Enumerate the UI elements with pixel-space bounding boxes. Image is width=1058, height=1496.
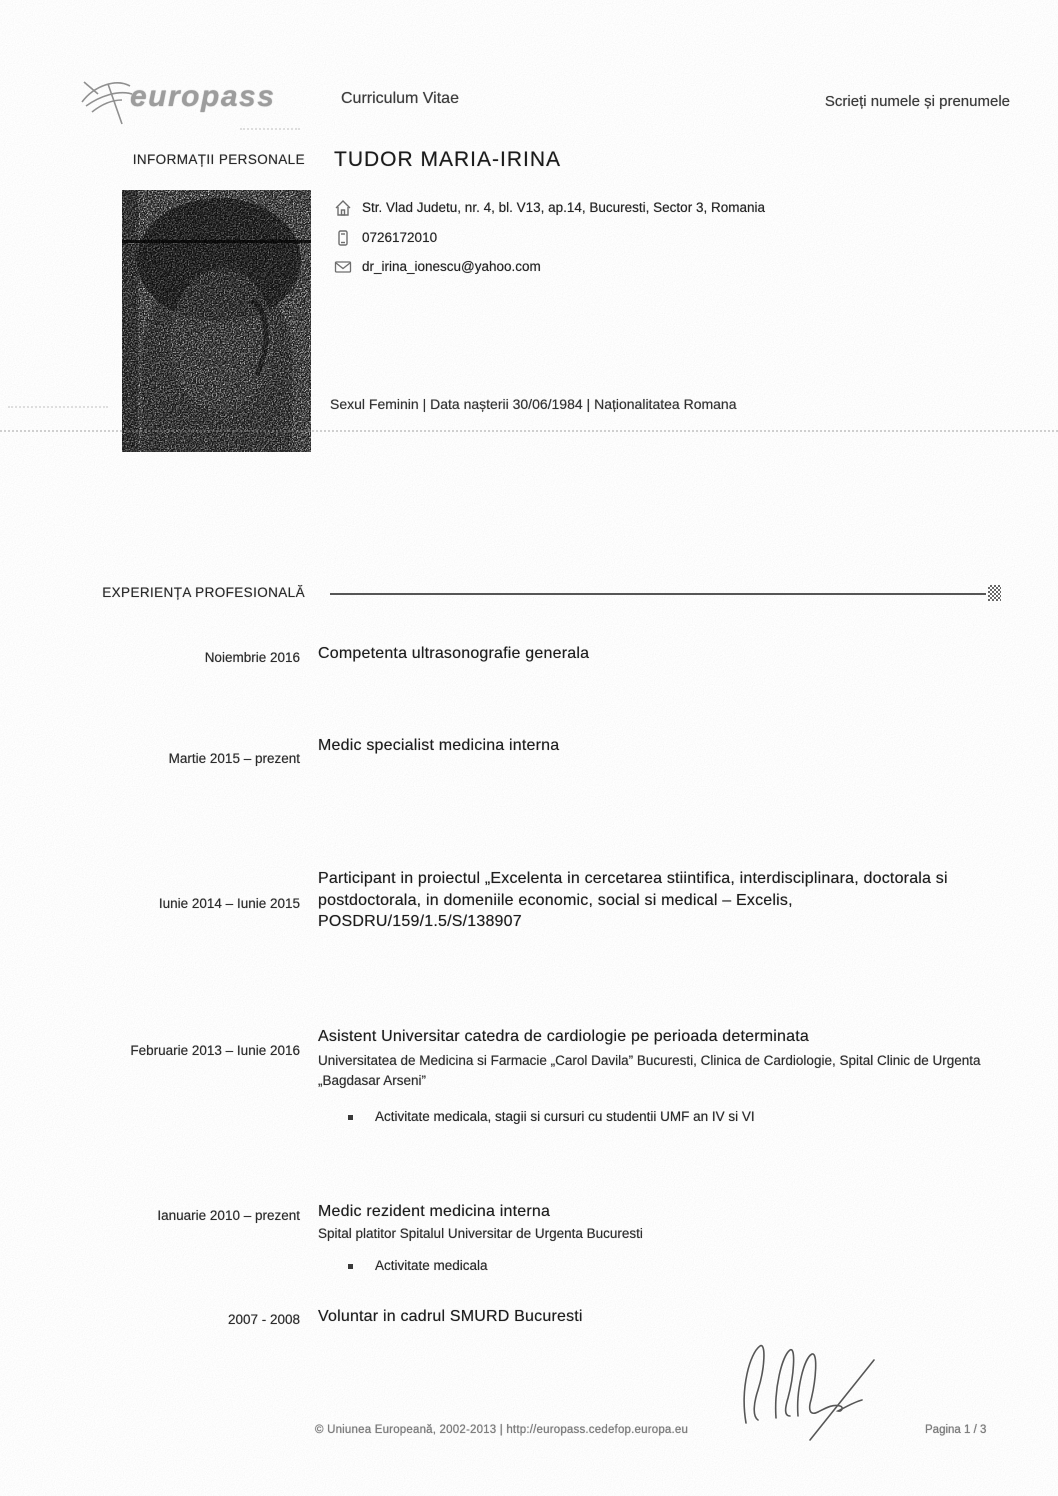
footer-page-number: Pagina 1 / 3 bbox=[925, 1424, 987, 1436]
bullet-text: Activitate medicala, stagii si cursuri cu studentii UMF an IV si VI bbox=[375, 1108, 755, 1124]
handwritten-signature bbox=[732, 1328, 902, 1443]
experience-entry bbox=[0, 1308, 1058, 1326]
entry-period: Februarie 2013 – Iunie 2016 bbox=[130, 1043, 300, 1058]
experience-entry bbox=[0, 868, 1058, 933]
entry-period: Noiembrie 2016 bbox=[204, 650, 300, 665]
europass-swoosh-icon bbox=[78, 72, 138, 130]
phone-icon bbox=[334, 229, 352, 247]
experience-entry bbox=[0, 737, 1058, 766]
noise-square-icon bbox=[988, 585, 1001, 601]
entry-bullet bbox=[348, 1109, 990, 1124]
entry-title: Medic specialist medicina interna bbox=[318, 737, 560, 754]
name-hint-label: Scrieți numele și prenumele bbox=[824, 93, 1010, 110]
experience-entry bbox=[0, 1203, 1058, 1273]
address-value: Str. Vlad Judetu, nr. 4, bl. V13, ap.14, Bucuresti, Sector 3, Romania bbox=[362, 200, 765, 215]
bullet-square-icon bbox=[348, 1264, 353, 1269]
experience-section-label: EXPERIENȚA PROFESIONALĂ bbox=[102, 585, 305, 600]
envelope-icon bbox=[334, 258, 352, 276]
experience-entry bbox=[0, 1028, 1058, 1124]
entry-organization: Universitatea de Medicina si Farmacie „Carol Davila” Bucuresti, Clinica de Cardiologie, Spital Clinic de Urgenta „Bagdasar Arseni” bbox=[318, 1053, 981, 1089]
entry-bullet bbox=[348, 1258, 978, 1273]
email-value: dr_irina_ionescu@yahoo.com bbox=[362, 259, 541, 274]
bullet-text: Activitate medicala bbox=[375, 1258, 488, 1274]
contact-address-row bbox=[334, 199, 765, 217]
europass-logo-text: europass bbox=[130, 80, 276, 113]
entry-title: Asistent Universitar catedra de cardiologie pe perioada determinata bbox=[318, 1028, 810, 1045]
personal-section-label: INFORMAȚII PERSONALE bbox=[132, 152, 305, 167]
entry-organization: Spital platitor Spitalul Universitar de Urgenta Bucuresti bbox=[318, 1226, 643, 1241]
entry-title: Competenta ultrasonografie generala bbox=[318, 645, 590, 662]
document-type-label: Curriculum Vitae bbox=[341, 90, 459, 107]
house-icon bbox=[334, 199, 352, 217]
scan-artifact-dots bbox=[8, 406, 108, 408]
entry-period: Iunie 2014 – Iunie 2015 bbox=[158, 896, 300, 911]
person-name: TUDOR MARIA-IRINA bbox=[334, 148, 561, 171]
phone-value: 0726172010 bbox=[362, 230, 438, 245]
bullet-square-icon bbox=[348, 1115, 353, 1120]
footer-copyright: © Uniunea Europeană, 2002-2013 | http://europass.cedefop.europa.eu bbox=[315, 1424, 689, 1436]
portrait-photo bbox=[122, 190, 311, 452]
contact-email-row bbox=[334, 258, 541, 276]
demographics-line: Sexul Feminin | Data nașterii 30/06/1984 | Naționalitatea Romana bbox=[330, 396, 737, 412]
entry-title: Voluntar in cadrul SMURD Bucuresti bbox=[318, 1308, 583, 1325]
entry-title: Participant in proiectul „Excelenta in cercetarea stiintifica, interdisciplinara, doctorala si postdoctorala, in domeniile economic, social si medical – Excelis, POSDRU/159/1.5/S/138907 bbox=[318, 870, 948, 931]
experience-entry bbox=[0, 645, 1058, 663]
entry-period: Ianuarie 2010 – prezent bbox=[157, 1208, 300, 1223]
entry-period: 2007 - 2008 bbox=[227, 1312, 300, 1327]
europass-logo bbox=[78, 72, 308, 132]
contact-phone-row bbox=[334, 229, 437, 247]
entry-title: Medic rezident medicina interna bbox=[318, 1203, 551, 1220]
entry-period: Martie 2015 – prezent bbox=[168, 751, 300, 766]
section-rule bbox=[330, 593, 986, 595]
